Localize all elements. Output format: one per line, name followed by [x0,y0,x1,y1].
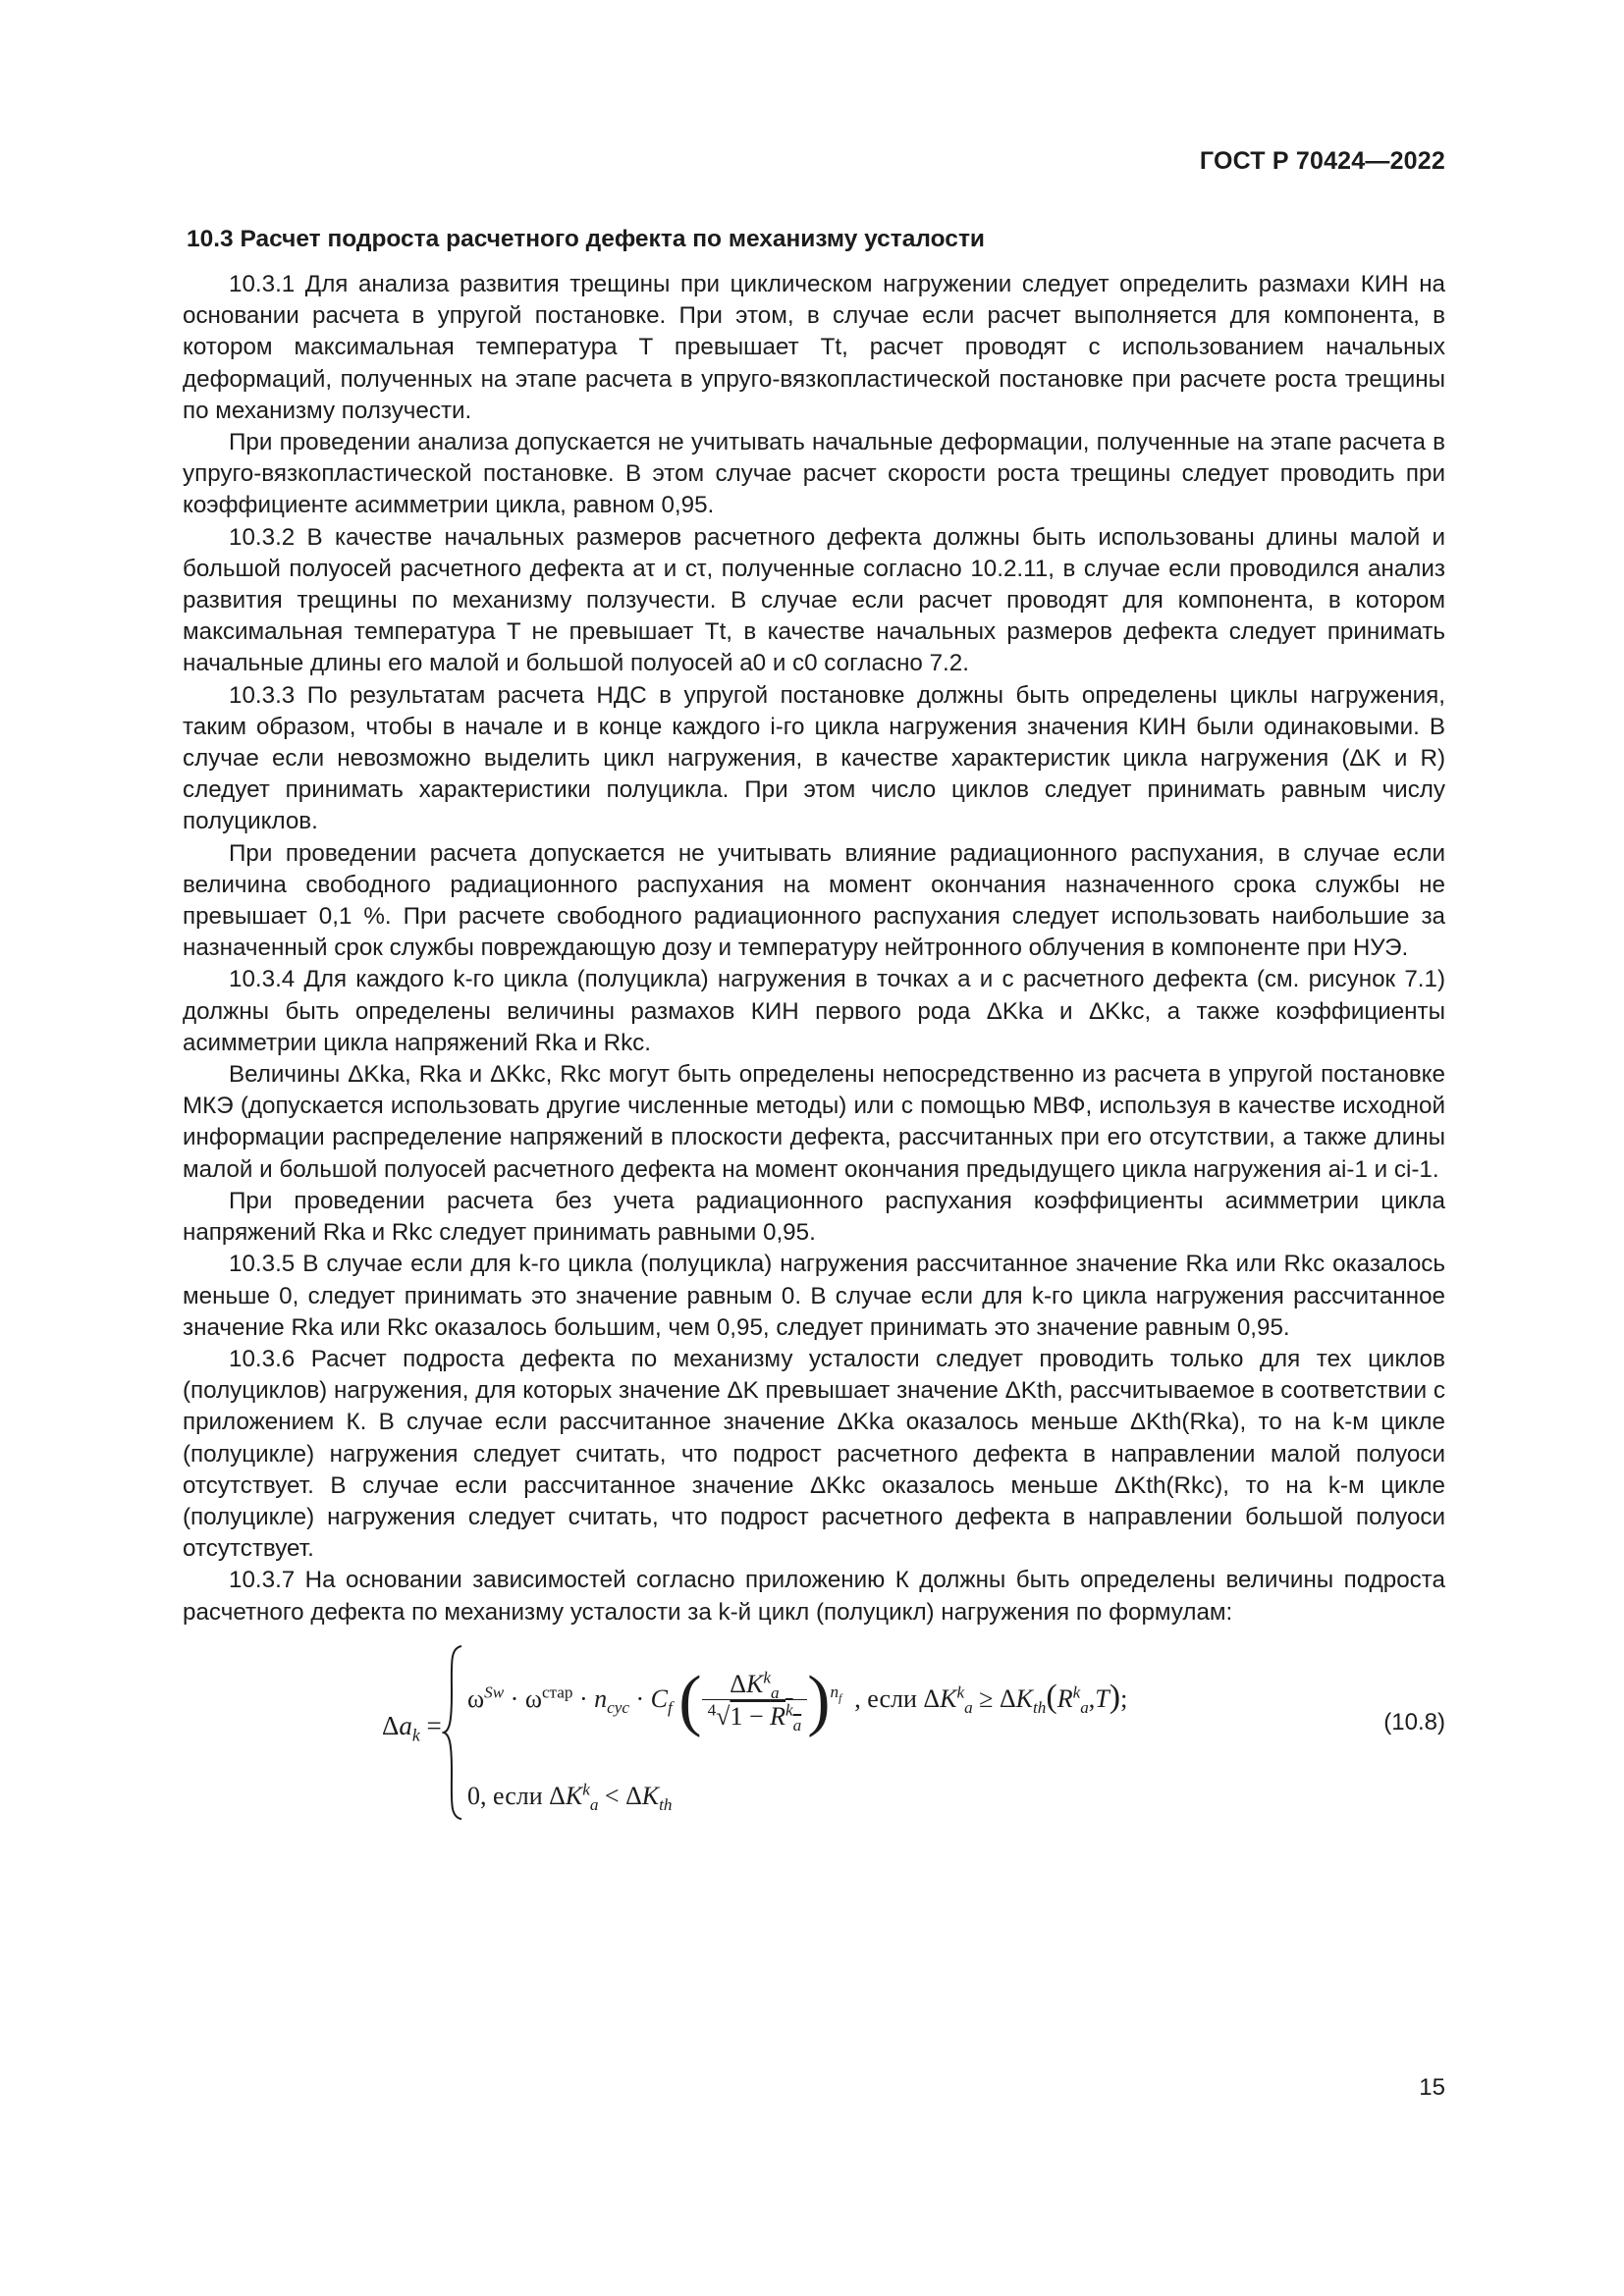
paragraph-10-3-6: 10.3.6 Расчет подроста дефекта по механизму усталости следует проводить только для тех циклов (полуциклов) нагружения, для которых значение ΔK превышает значение ΔKth, рассчитываемое в соответствии с приложением К. В случае если рассчитанное значение ΔKka оказалось меньше ΔKth(Rka), то на k-м цикле (полуцикле) нагружения следует считать, что подрост расчетного дефекта в направлении малой полуоси отсутствует. В случае если рассчитанное значение ΔKkc оказалось меньше ΔKth(Rkc), то на k-м цикле (полуцикле) нагружения следует считать, что подрост расчетного дефекта в направлении большой полуоси отсутствует. [183,1345,1445,1563]
page-content [183,224,1445,1831]
paragraph-10-3-5: 10.3.5 В случае если для k-го цикла (полуцикла) нагружения рассчитанное значение Rka или Rkc оказалось меньше 0, следует принимать это значение равным 0. В случае если для k-го цикла нагружения рассчитанное значение Rka или Rkc оказалось большим, чем 0,95, следует принимать это значение равным 0,95. [183,1251,1445,1341]
formula-number: (10.8) [1383,1708,1445,1735]
paragraph: Величины ΔKka, Rka и ΔKkc, Rkc могут быть определены непосредственно из расчета в упругой постановке МКЭ (допускается использовать другие численные методы) или с помощью МВФ, используя в качестве исходной информации распределение напряжений в плоскости дефекта, рассчитанных при его отсутствии, а также длины малой и большой полуосей расчетного дефекта на момент окончания предыдущего цикла нагружения ai-1 и ci-1. [183,1061,1445,1183]
case-2-text: 0, если [467,1781,543,1810]
curly-brace-icon [442,1644,463,1821]
paragraph-10-3-4: 10.3.4 Для каждого k-го цикла (полуцикла) нагружения в точках a и c расчетного дефекта (см. рисунок 7.1) должны быть определены величины размахов КИН первого рода ΔKka и ΔKkc, а также коэффициенты асимметрии цикла напряжений Rka и Rkc. [183,966,1445,1056]
paragraph-10-3-1: 10.3.1 Для анализа развития трещины при циклическом нагружении следует определить размахи КИН на основании расчета в упругой постановке. При этом, в случае если расчет выполняется для компонента, в котором максимальная температура T превышает Tt, расчет проводят с использованием начальных деформаций, полученных на этапе расчета в упруго-вязкопластической постановке при расчете роста трещины по механизму ползучести. [183,271,1445,424]
formula-case-1: $\omega^{Sw} \cdot \omega^{стар} \cdot n_{cyc} \cdot C_f$ ( $\frac{\Delta K^k_a}{^4√1 - R^k_a}$ )$^{n_f}$ , если $\Delta K^k_a \ge \Delta K_{th}(R^k_a,T)$; [467,1662,1128,1738]
formula-lhs: $\Delta a_k$ = [382,1710,442,1745]
case-1-condition: , если [854,1683,917,1713]
page-number: 15 [1419,2074,1445,2101]
paragraph-10-3-7: 10.3.7 На основании зависимостей согласно приложению К должны быть определены величины подроста расчетного дефекта по механизму усталости за k-й цикл (полуцикл) нагружения по формулам: [183,1567,1445,1626]
standard-number: ГОСТ Р 70424—2022 [1199,147,1445,175]
paragraph-10-3-3: 10.3.3 По результатам расчета НДС в упругой постановке должны быть определены циклы нагружения, таким образом, чтобы в начале и в конце каждого i-го цикла нагружения значения КИН были одинаковыми. В случае если невозможно выделить цикл нагружения, в качестве характеристик цикла нагружения (ΔK и R) следует принимать характеристики полуцикла. При этом число циклов следует принимать равным числу полуциклов. [183,681,1445,835]
formula-case-2: 0, если $\Delta K^k_a < \Delta K_{th}$ [467,1780,673,1814]
paragraph-10-3-2: 10.3.2 В качестве начальных размеров расчетного дефекта должны быть использованы длины малой и большой полуосей расчетного дефекта aτ и cτ, полученные согласно 10.2.11, в случае если проводился анализ развития трещины по механизму ползучести. В случае если расчет проводят для компонента, в котором максимальная температура T не превышает Tt, в качестве начальных размеров дефекта следует принимать начальные длины его малой и большой полуосей a0 и c0 согласно 7.2. [183,523,1445,677]
paragraph: При проведении анализа допускается не учитывать начальные деформации, полученные на этапе расчета в упруго-вязкопластической постановке. В этом случае расчет скорости роста трещины следует проводить при коэффициенте асимметрии цикла, равном 0,95. [183,429,1445,519]
section-heading: 10.3 Расчет подроста расчетного дефекта по механизму усталости [187,226,985,252]
paragraph: При проведении расчета допускается не учитывать влияние радиационного распухания, в случае если величина свободного радиационного распухания на момент окончания назначенного срока службы не превышает 0,1 %. При расчете свободного радиационного распухания следует использовать наибольшие за назначенный срок службы повреждающую дозу и температуру нейтронного облучения в компоненте при НУЭ. [183,839,1445,962]
paragraph: При проведении расчета без учета радиационного распухания коэффициенты асимметрии цикла напряжений Rka и Rkc следует принимать равными 0,95. [183,1187,1445,1247]
formula-10-8 [183,1634,1445,1831]
